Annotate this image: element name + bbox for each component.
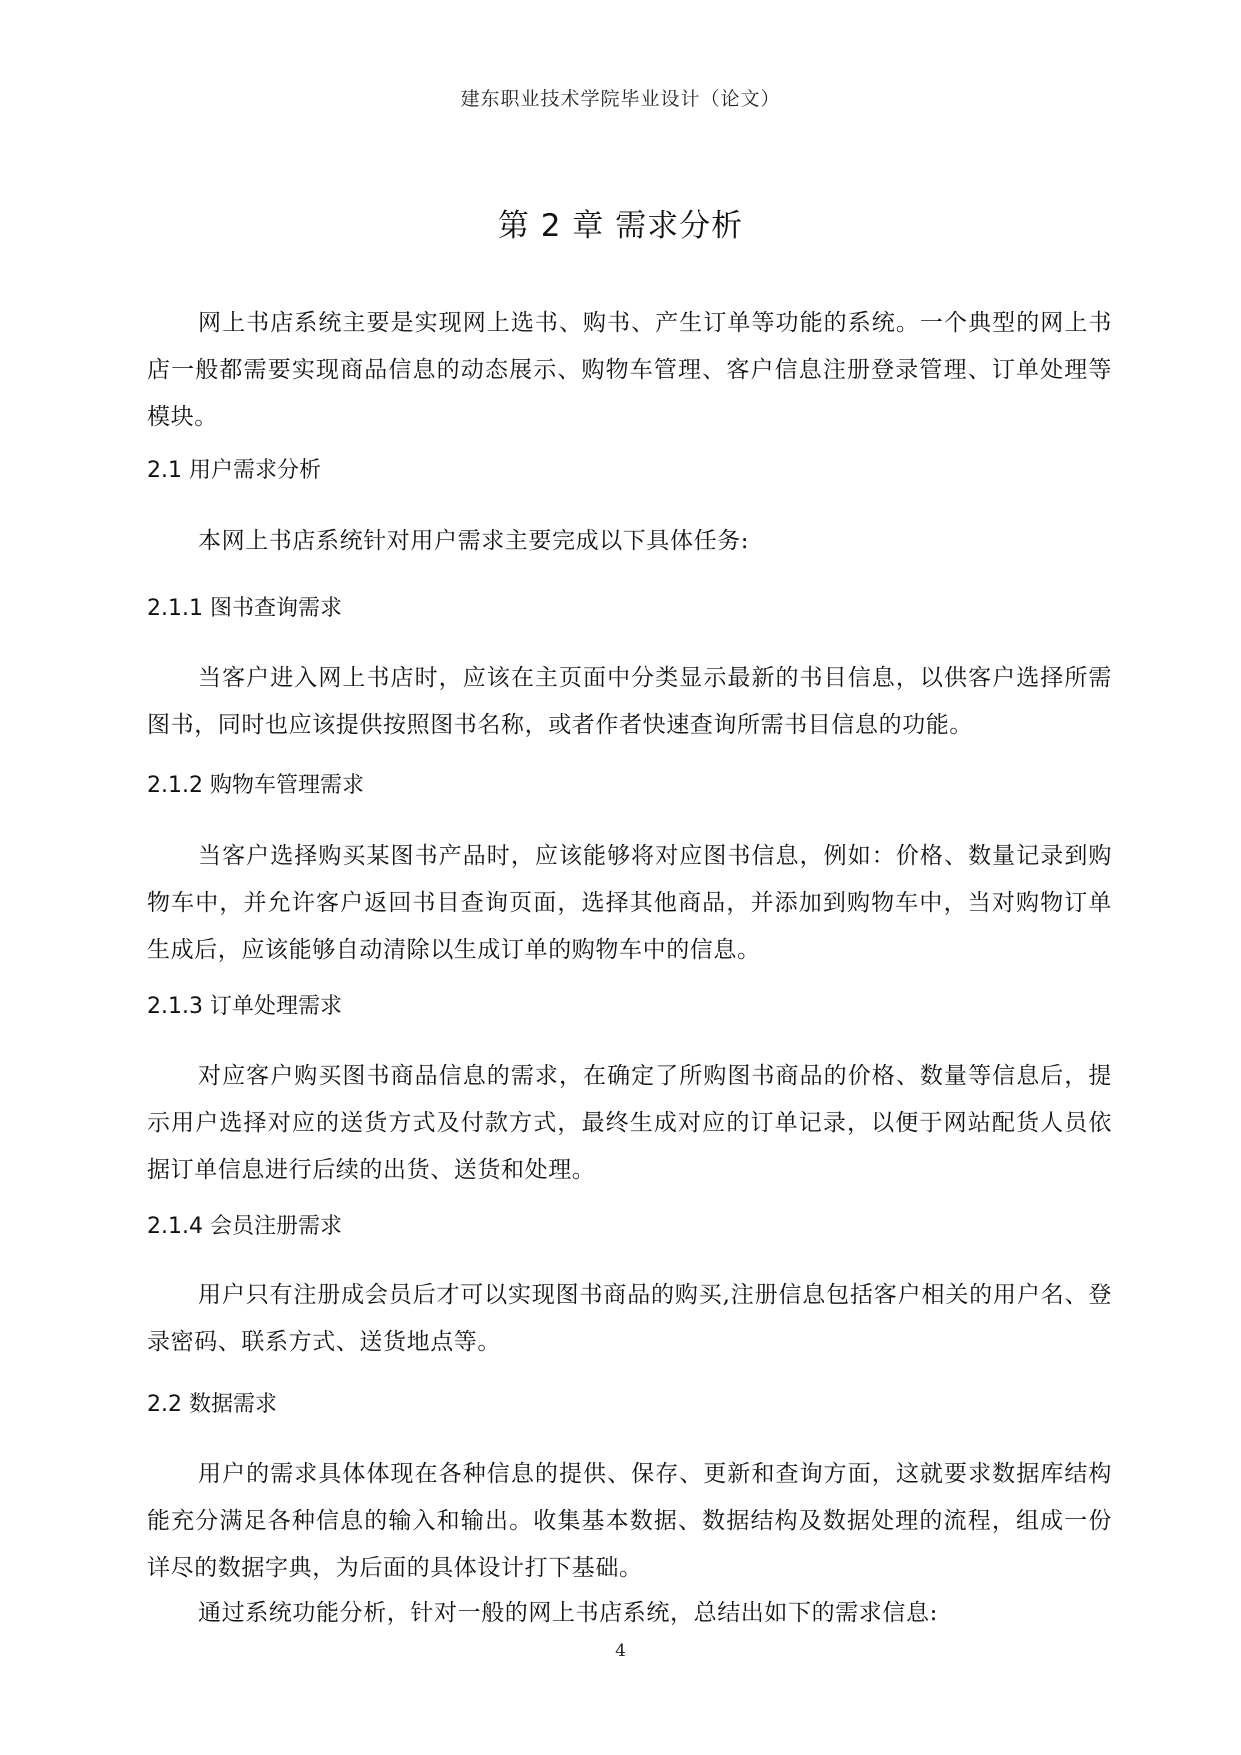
section-2-1-2-paragraph: 当客户选择购买某图书产品时，应该能够将对应图书信息，例如：价格、数量记录到购物车中，并允许客户返回书目查询页面，选择其他商品，并添加到购物车中，当对购物订单生成后，应该能够自动清除以生成订单的购物车中的信息。 [147, 843, 1112, 963]
section-2-1-1-paragraph: 当客户进入网上书店时，应该在主页面中分类显示最新的书目信息，以供客户选择所需图书，同时也应该提供按照图书名称，或者作者快速查询所需书目信息的功能。 [147, 665, 1112, 738]
intro-paragraph: 网上书店系统主要是实现网上选书、购书、产生订单等功能的系统。一个典型的网上书店一般都需要实现商品信息的动态展示、购物车管理、客户信息注册登录管理、订单处理等模块。 [147, 310, 1112, 430]
section-heading-2-1-2: 2.1.2 购物车管理需求 [147, 773, 364, 798]
section-2-1-paragraph: 本网上书店系统针对用户需求主要完成以下具体任务: [198, 528, 750, 554]
section-2-1-4-paragraph: 用户只有注册成会员后才可以实现图书商品的购买,注册信息包括客户相关的用户名、登录密码、联系方式、送货地点等。 [147, 1282, 1112, 1355]
section-heading-2-1-3: 2.1.3 订单处理需求 [147, 994, 342, 1019]
section-2-2-paragraph-2: 通过系统功能分析，针对一般的网上书店系统，总结出如下的需求信息: [198, 1600, 938, 1626]
section-heading-2-1: 2.1 用户需求分析 [147, 458, 321, 483]
section-heading-2-1-1: 2.1.1 图书查询需求 [147, 596, 342, 621]
page-number: 4 [615, 1641, 626, 1661]
section-2-1-3-paragraph: 对应客户购买图书商品信息的需求，在确定了所购图书商品的价格、数量等信息后，提示用户选择对应的送货方式及付款方式，最终生成对应的订单记录，以便于网站配货人员依据订单信息进行后续的出货、送货和处理。 [147, 1063, 1112, 1183]
section-2-2-paragraph-1: 用户的需求具体体现在各种信息的提供、保存、更新和查询方面，这就要求数据库结构能充分满足各种信息的输入和输出。收集基本数据、数据结构及数据处理的流程，组成一份详尽的数据字典，为后面的具体设计打下基础。 [147, 1461, 1112, 1581]
section-heading-2-2: 2.2 数据需求 [147, 1392, 277, 1417]
running-header: 建东职业技术学院毕业设计（论文） [460, 88, 781, 110]
section-heading-2-1-4: 2.1.4 会员注册需求 [147, 1214, 342, 1239]
chapter-title: 第 2 章 需求分析 [497, 208, 744, 244]
